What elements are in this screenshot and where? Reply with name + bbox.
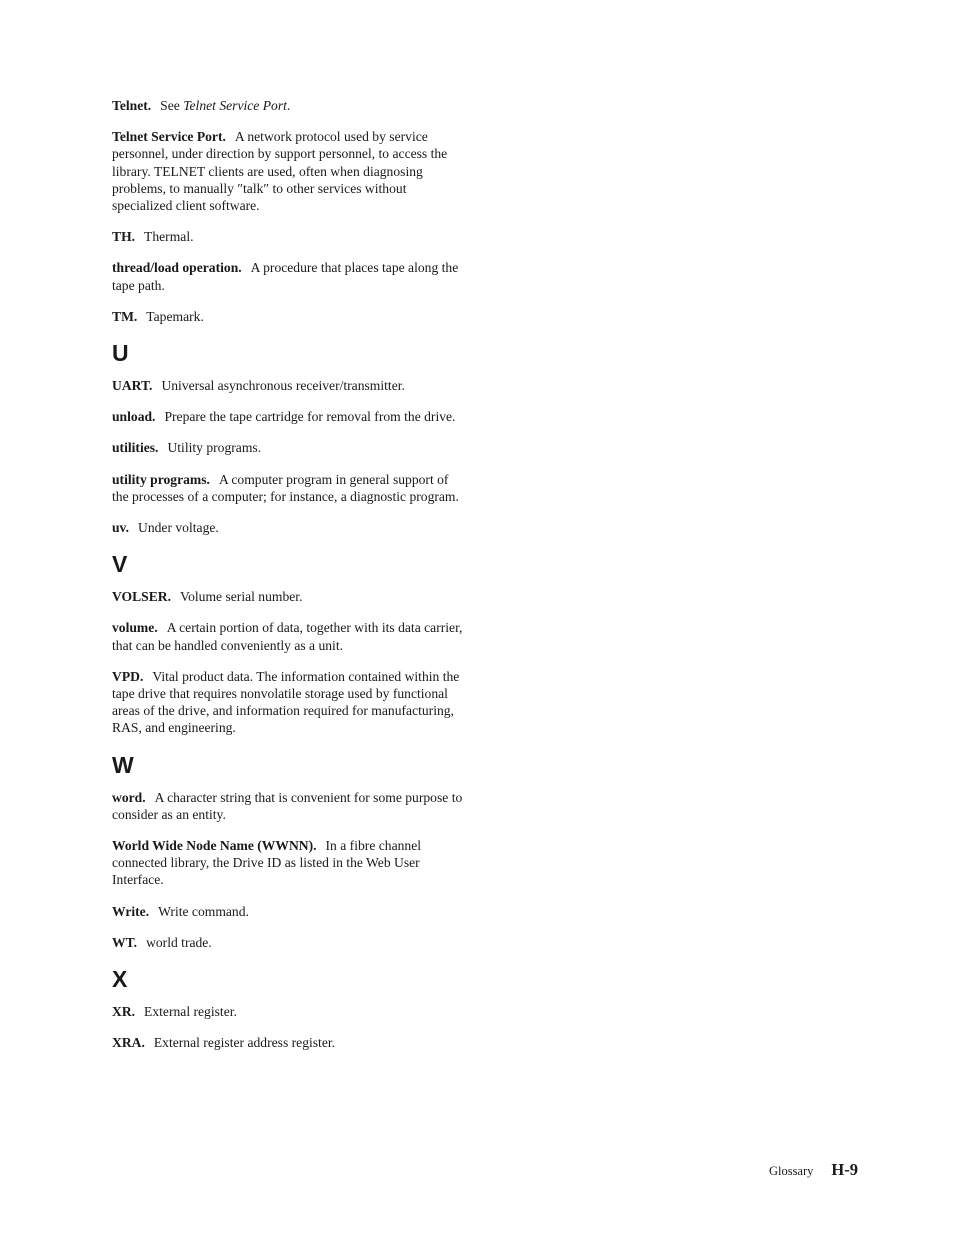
glossary-entry-uv (112, 519, 468, 536)
glossary-entry-wt (112, 934, 468, 951)
definition: Utility programs. (167, 440, 262, 456)
definition: External register address register. (153, 1035, 336, 1051)
page-footer (769, 1160, 858, 1180)
definition: External register. (144, 1004, 237, 1020)
definition: A computer program in general support of the processes of a computer; for instance, a diagnostic program. (112, 471, 459, 504)
section-letter-w: W (112, 751, 134, 778)
glossary-entry-utilities (112, 439, 468, 456)
glossary-entry-thread-load (112, 259, 468, 293)
definition: Universal asynchronous receiver/transmitter. (161, 378, 405, 394)
term: thread/load operation. (112, 260, 242, 276)
glossary-entry-volume (112, 619, 468, 653)
definition: world trade. (146, 934, 212, 950)
term: unload. (112, 409, 156, 425)
term: World Wide Node Name (WWNN). (112, 838, 317, 854)
punctuation: . (286, 98, 291, 113)
glossary-entry-write (112, 903, 468, 920)
definition: A certain portion of data, together with its data carrier, that can be handled conveniently as a unit. (112, 620, 463, 653)
glossary-column (112, 97, 468, 1066)
glossary-entry-xr (112, 1003, 468, 1020)
term: VPD. (112, 668, 144, 684)
term: XRA. (112, 1035, 145, 1051)
glossary-entry-word (112, 789, 468, 823)
definition: Write command. (158, 903, 249, 919)
term: WT. (112, 934, 138, 950)
definition: Under voltage. (138, 520, 219, 536)
definition: In a fibre channel connected library, the Drive ID as listed in the Web User Interface. (112, 838, 422, 888)
glossary-entry-th (112, 228, 468, 245)
glossary-entry-telnet (112, 97, 468, 114)
section-letter-x: X (112, 966, 128, 993)
term: volume. (112, 620, 158, 636)
definition: Prepare the tape cartridge for removal from the drive. (164, 409, 456, 425)
glossary-entry-xra (112, 1034, 468, 1051)
term: uv. (112, 520, 130, 536)
term: Telnet. (112, 98, 152, 113)
glossary-entry-uart (112, 377, 468, 394)
page-number: H-9 (831, 1160, 858, 1179)
section-letter-u: U (112, 340, 129, 367)
term: word. (112, 789, 146, 805)
definition: Vital product data. The information contained within the tape drive that requires nonvolatile storage used by functional areas of the drive, and information required for manufacturing, RAS, and engineering. (112, 668, 460, 736)
glossary-entry-wwnn (112, 837, 468, 889)
term: TM. (112, 308, 138, 324)
glossary-entry-utility-programs (112, 471, 468, 505)
glossary-entry-volser (112, 588, 468, 605)
glossary-entry-unload (112, 408, 468, 425)
term: XR. (112, 1004, 136, 1020)
definition: A procedure that places tape along the tape path. (112, 260, 459, 293)
glossary-entry-telnet-service-port (112, 128, 468, 214)
definition: A character string that is convenient for some purpose to consider as an entity. (112, 789, 463, 822)
definition: Volume serial number. (180, 589, 303, 605)
footer-section-title: Glossary (768, 1164, 814, 1178)
term: utilities. (112, 440, 159, 456)
term: utility programs. (112, 471, 210, 487)
see-label: See (160, 98, 180, 113)
term: Write. (112, 903, 150, 919)
definition: Thermal. (144, 229, 194, 245)
term: TH. (112, 229, 136, 245)
term: UART. (112, 378, 153, 394)
term: VOLSER. (112, 589, 172, 605)
term: Telnet Service Port. (112, 129, 226, 145)
glossary-entry-vpd (112, 668, 468, 737)
glossary-entry-tm (112, 308, 468, 325)
definition: A network protocol used by service personnel, under direction by support personnel, to access the library. TELNET clients are used, often when diagnosing problems, to manually ″talk″ to other services without specialized client software. (112, 129, 448, 214)
section-letter-v: V (112, 551, 128, 578)
definition: Tapemark. (146, 308, 204, 324)
cross-reference: Telnet Service Port (183, 98, 287, 113)
